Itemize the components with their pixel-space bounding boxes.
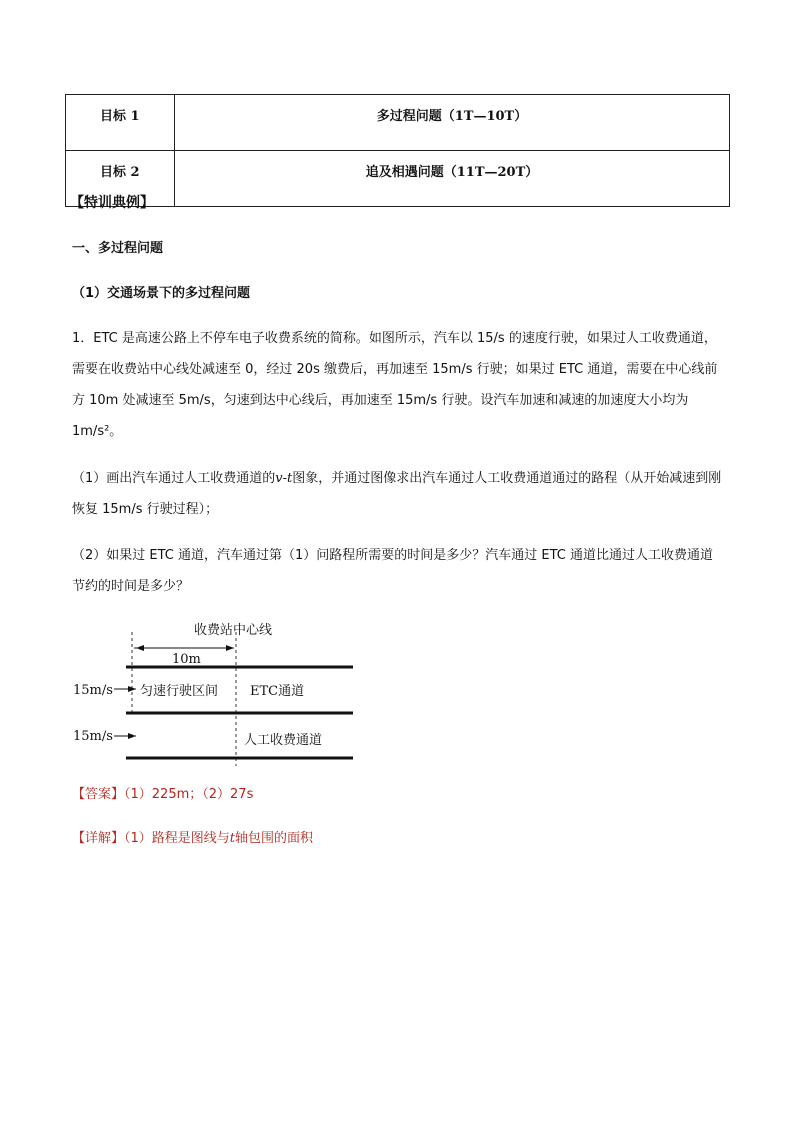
speed-label-top: 15m/s	[73, 683, 113, 698]
goal-row	[66, 151, 730, 207]
question-1-post: 图象，并通过图像求出汽车通过人工收费通道通过的路程（从开始减速到刚恢复 15m/s 行驶过程）；	[72, 471, 722, 517]
question-2: （2）如果过 ETC 通道，汽车通过第（1）问路程所需要的时间是多少？汽车通过 ETC 通道比通过人工收费通道节约的时间是多少？	[72, 548, 714, 594]
zone-label: 匀速行驶区间	[140, 684, 219, 699]
detail-pre: （1）路程是图线与	[124, 831, 230, 846]
question-1-variable: v-t	[275, 471, 293, 486]
goal-content: 多过程问题（1T—10T）	[175, 95, 730, 151]
answer-tag: 【答案】	[72, 787, 125, 802]
section-title: 一、多过程问题	[72, 241, 164, 256]
detail-variable: t	[229, 831, 236, 846]
toll-station-diagram	[70, 618, 370, 768]
detail-line	[72, 829, 313, 849]
goal-content: 追及相遇问题（11T—20T）	[175, 151, 730, 207]
subsection-title: （1）交通场景下的多过程问题	[72, 286, 251, 301]
detail-tag: 【详解】	[72, 831, 125, 846]
manual-lane-label: 人工收费通道	[244, 733, 323, 748]
etc-lane-label: ETC通道	[250, 684, 305, 699]
speed-label-bottom: 15m/s	[73, 729, 113, 744]
distance-label: 10m	[172, 652, 201, 667]
goal-row	[66, 95, 730, 151]
section-header: 【特训典例】	[70, 195, 154, 211]
problem-statement: 1．ETC 是高速公路上不停车电子收费系统的简称。如图所示，汽车以 15/s 的速度行驶，如果过人工收费通道，需要在收费站中心线处减速至 0，经过 20s 缴费后，再加速至 15m/s 行驶；如果过 ETC 通道，需要在中心线前方 10m 处减速至 5m/s，匀速到达中心线后，再加速至 15m/s 行驶。设汽车加速和减速的加速度大小均为 1m/s²。	[72, 331, 718, 439]
answer-text: （1）225m；（2）27s	[124, 787, 254, 802]
goal-label: 目标 1	[66, 95, 175, 151]
question-1-pre: （1）画出汽车通过人工收费通道的	[72, 471, 276, 486]
question-1	[72, 463, 722, 525]
answer-line	[72, 785, 253, 805]
center-line-label: 收费站中心线	[194, 623, 273, 638]
goal-label: 目标 2	[66, 151, 175, 207]
goals-table	[65, 94, 730, 207]
detail-post: 轴包围的面积	[235, 831, 314, 846]
